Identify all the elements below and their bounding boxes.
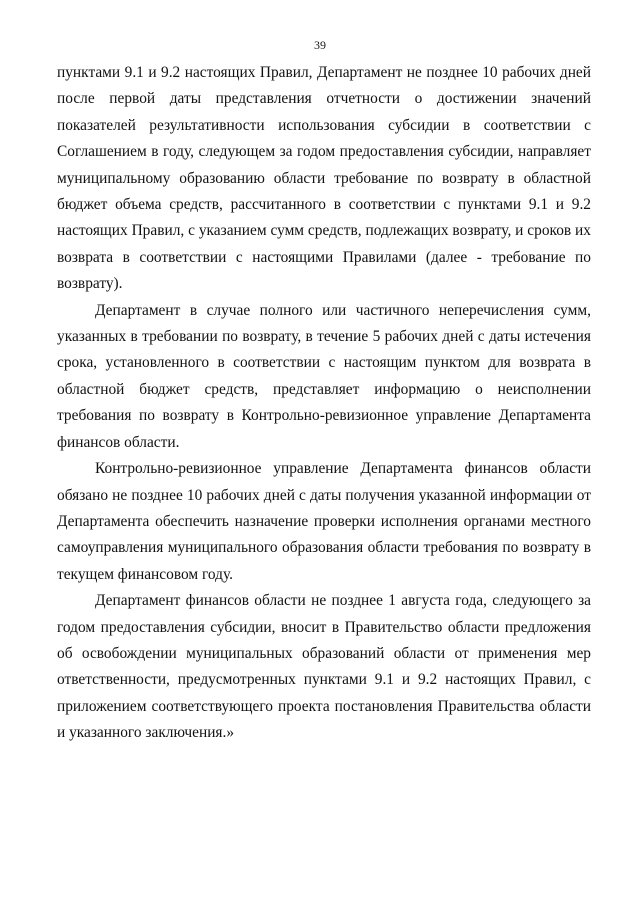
document-body bbox=[57, 60, 591, 747]
paragraph-3: Контрольно-ревизионное управление Департамента финансов области обязано не позднее 10 рабочих дней с даты получения указанной информации от Департамента обеспечить назначение проверки исполнения органами местного самоуправления муниципального образования области требования по возврату в текущем финансовом году. bbox=[57, 460, 591, 583]
page-number: 39 bbox=[314, 38, 326, 52]
paragraph-4: Департамент финансов области не позднее 1 августа года, следующего за годом предоставления субсидии, вносит в Правительство области предложения об освобождении муниципальных образований области от применения мер ответственности, предусмотренных пунктами 9.1 и 9.2 настоящих Правил, с приложением соответствующего проекта постановления Правительства области и указанного заключения.» bbox=[57, 592, 591, 742]
paragraph-1: пунктами 9.1 и 9.2 настоящих Правил, Департамент не позднее 10 рабочих дней после первой даты представления отчетности о достижении значений показателей результативности использования субсидии в соответствии с Соглашением в году, следующем за годом предоставления субсидии, направляет муниципальному образованию области требование по возврату в областной бюджет объема средств, рассчитанного в соответствии с пунктами 9.1 и 9.2 настоящих Правил, с указанием сумм средств, подлежащих возврату, и сроков их возврата в соответствии с настоящими Правилами (далее - требование по возврату). bbox=[57, 64, 591, 293]
paragraph-2: Департамент в случае полного или частичного неперечисления сумм, указанных в требовании по возврату, в течение 5 рабочих дней с даты истечения срока, установленного в соответствии с настоящим пунктом для возврата в областной бюджет средств, представляет информацию о неисполнении требования по возврату в Контрольно-ревизионное управление Департамента финансов области. bbox=[57, 301, 591, 451]
